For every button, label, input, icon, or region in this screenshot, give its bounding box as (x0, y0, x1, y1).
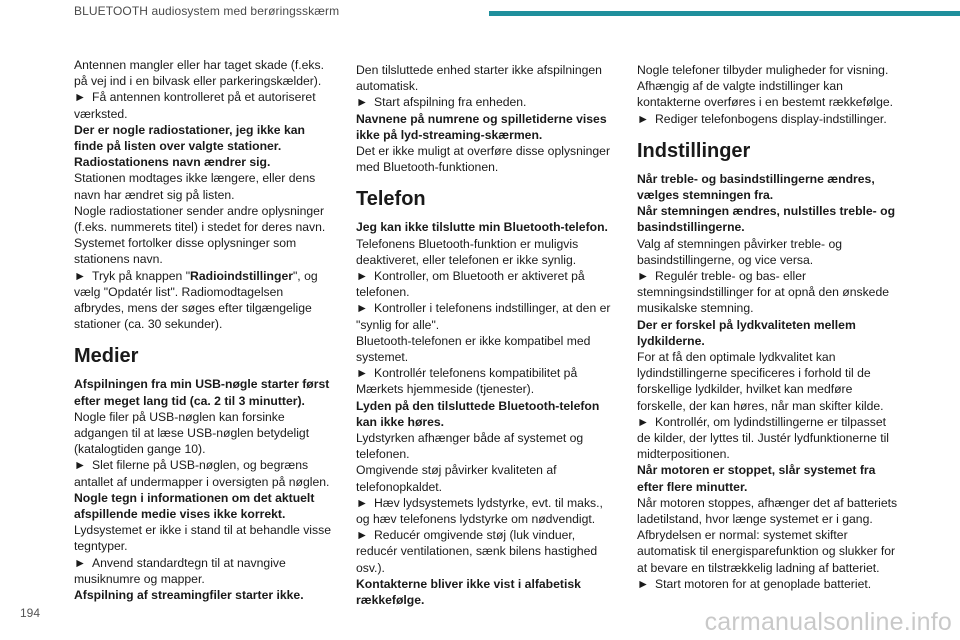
arrow-bullet-icon: ► (637, 269, 650, 284)
body-paragraph: Omgivende støj påvirker kvaliteten af telefonopkaldet. (356, 463, 557, 494)
instruction-text: Reducér omgivende støj (luk vinduer, reducér ventilationen, sænk bilens hastighed osv.). (356, 528, 598, 575)
body-paragraph: For at få den optimale lydkvalitet kan lydindstillingerne specificeres i forhold til de forskellige lydkilder, hvilket kan medføre forskelle, der kan høres, når man skifter kilde. (637, 350, 884, 413)
body-paragraph: Bluetooth-telefonen er ikke kompatibel med systemet. (356, 333, 591, 365)
problem-statement: Lyden på den tilsluttede Bluetooth-telefon kan ikke høres. (356, 398, 600, 429)
problem-statement: Der er forskel på lydkvaliteten mellem lydkilderne. (637, 317, 856, 348)
text-column-1 (74, 57, 336, 603)
problem-statement: Radiostationens navn ændrer sig. (74, 155, 271, 170)
instruction-step (637, 268, 899, 317)
arrow-bullet-icon: ► (356, 495, 369, 510)
instruction-text: Kontroller i telefonens indstillinger, at den er "synlig for alle". (356, 301, 611, 332)
body-paragraph: Valg af stemningen påvirker treble- og basindstillingerne, og vice versa. (637, 236, 843, 267)
arrow-bullet-icon: ► (74, 458, 87, 473)
instruction-text: Tryk på knappen " (92, 268, 191, 283)
instruction-text: Start motoren for at genoplade batteriet. (655, 576, 872, 591)
problem-statement: Når motoren er stoppet, slår systemet fra efter flere minutter. (637, 463, 876, 494)
arrow-bullet-icon: ► (356, 366, 369, 381)
instruction-step (74, 268, 336, 333)
body-paragraph: Nogle filer på USB-nøglen kan forsinke adgangen til at læse USB-nøglen betydeligt (katalogtiden gange 10). (74, 409, 310, 457)
body-paragraph: Lydsystemet er ikke i stand til at behandle visse tegntyper. (74, 523, 331, 554)
instruction-step (637, 414, 899, 463)
instruction-text: Hæv lydsystemets lydstyrke, evt. til maks., og hæv telefonens lydstyrke om nødvendigt. (356, 495, 603, 527)
text-column-2 (356, 62, 618, 608)
instruction-text: Kontrollér, om lydindstillingerne er tilpasset de kilder, der lyttes til. Justér lydfunktionerne til midterpositionen. (637, 414, 889, 462)
body-paragraph: Når motoren stoppes, afhænger det af batteriets ladetilstand, hvor længe systemet er i gang. (637, 495, 898, 527)
header-title: BLUETOOTH audiosystem med berøringsskærm (74, 4, 340, 18)
instruction-step (74, 457, 336, 489)
body-paragraph: Nogle telefoner tilbyder muligheder for visning. Afhængig af de valgte indstillinger kan kontakterne overføres i en bestemt rækkefølge. (637, 63, 894, 110)
instruction-text: Start afspilning fra enheden. (374, 95, 527, 110)
body-paragraph: Det er ikke muligt at overføre disse oplysninger med Bluetooth-funktionen. (356, 144, 611, 175)
body-paragraph: Stationen modtages ikke længere, eller dens navn har ændret sig på listen. (74, 171, 316, 202)
arrow-bullet-icon: ► (356, 528, 369, 543)
instruction-step (356, 268, 618, 300)
instruction-emphasis: Radioindstillinger (190, 268, 293, 283)
text-column-3 (637, 62, 899, 592)
arrow-bullet-icon: ► (74, 268, 87, 283)
instruction-text: Regulér treble- og bas- eller stemningsindstillinger for at opnå den ønskede musikalske stemning. (637, 269, 890, 316)
instruction-text: ", og vælg "Opdatér list". Radiomodtagelsen afbrydes, mens der søges efter tilgængelige stationer (ca. 30 sekunder). (74, 268, 318, 332)
section-heading: Indstillinger (637, 139, 751, 162)
section-heading: Medier (74, 345, 139, 368)
instruction-step (74, 555, 336, 587)
instruction-step (637, 576, 899, 592)
arrow-bullet-icon: ► (637, 414, 650, 429)
body-paragraph: Nogle radiostationer sender andre oplysninger (f.eks. nummerets titel) i stedet for deres navn. (74, 203, 326, 235)
problem-statement: Når stemningen ændres, nulstilles treble- og basindstillingerne. (637, 204, 896, 235)
body-paragraph: Telefonens Bluetooth-funktion er muligvis deaktiveret, eller telefonen er ikke synlig. (356, 236, 579, 267)
problem-statement: Afspilningen fra min USB-nøgle starter først efter meget lang tid (ca. 2 til 3 minutter). (74, 377, 330, 408)
instruction-text: Slet filerne på USB-nøglen, og begræns antallet af undermapper i oversigten på nøglen. (74, 458, 330, 489)
section-heading: Telefon (356, 188, 426, 211)
instruction-step (74, 89, 336, 121)
body-paragraph: Den tilsluttede enhed starter ikke afspilningen automatisk. (356, 63, 602, 94)
problem-statement: Afspilning af streamingfiler starter ikke. (74, 588, 304, 603)
body-paragraph: Lydstyrken afhænger både af systemet og telefonen. (356, 431, 584, 462)
arrow-bullet-icon: ► (637, 111, 650, 126)
body-paragraph: Antennen mangler eller har taget skade (f.eks. på vej ind i en bilvask eller parkeringskælder). (74, 58, 324, 89)
problem-statement: Når treble- og basindstillingerne ændres, vælges stemningen fra. (637, 171, 875, 203)
problem-statement: Kontakterne bliver ikke vist i alfabetisk rækkefølge. (356, 576, 581, 608)
arrow-bullet-icon: ► (74, 555, 87, 570)
instruction-step (356, 527, 618, 576)
instruction-step (637, 111, 899, 127)
problem-statement: Jeg kan ikke tilslutte min Bluetooth-telefon. (356, 220, 608, 235)
arrow-bullet-icon: ► (356, 95, 369, 110)
instruction-text: Anvend standardtegn til at navngive musiknumre og mapper. (74, 555, 286, 586)
instruction-text: Kontroller, om Bluetooth er aktiveret på telefonen. (356, 269, 585, 300)
page-number: 194 (20, 606, 41, 620)
header-accent-bar (489, 11, 960, 16)
instruction-step (356, 94, 618, 110)
arrow-bullet-icon: ► (356, 269, 369, 284)
arrow-bullet-icon: ► (356, 301, 369, 316)
arrow-bullet-icon: ► (74, 90, 87, 105)
problem-statement: Navnene på numrene og spilletiderne vises ikke på lyd-streaming-skærmen. (356, 111, 607, 142)
arrow-bullet-icon: ► (637, 576, 650, 591)
instruction-text: Få antennen kontrolleret på et autoriseret værksted. (74, 90, 316, 121)
problem-statement: Der er nogle radiostationer, jeg ikke kan finde på listen over valgte stationer. (74, 122, 305, 154)
instruction-step (356, 300, 618, 332)
instruction-text: Rediger telefonbogens display-indstillinger. (655, 111, 887, 126)
instruction-step (356, 495, 618, 527)
instruction-step (356, 365, 618, 397)
instruction-text: Kontrollér telefonens kompatibilitet på Mærkets hjemmeside (tjenester). (356, 366, 578, 397)
watermark-text: carmanualsonline.info (704, 608, 952, 636)
body-paragraph: Systemet fortolker disse oplysninger som stationens navn. (74, 236, 297, 267)
body-paragraph: Afbrydelsen er normal: systemet skifter automatisk til energisparefunktion og slukker for at bevare en tilstrækkelig ladning af batteriet. (637, 528, 896, 575)
problem-statement: Nogle tegn i informationen om det aktuelt afspillende medie vises ikke korrekt. (74, 490, 315, 522)
